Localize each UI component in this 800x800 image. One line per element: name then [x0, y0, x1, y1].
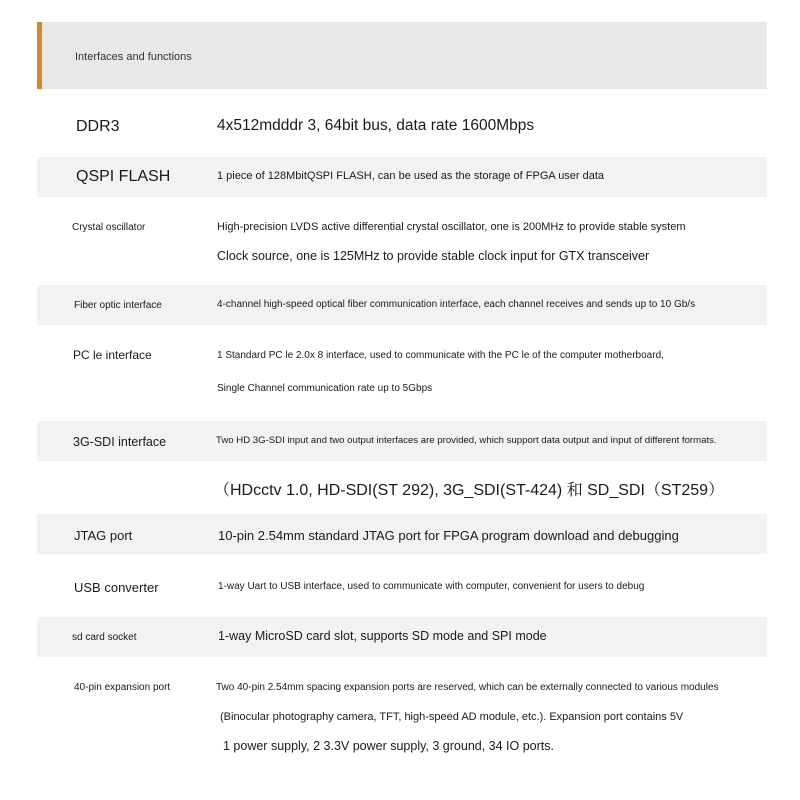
spec-desc-sdcard: 1-way MicroSD card slot, supports SD mode and SPI mode: [218, 629, 547, 643]
spec-label-sdi: 3G-SDI interface: [73, 435, 167, 449]
spec-desc-fiber: 4-channel high-speed optical fiber communication interface, each channel receives and sends up to 10 Gb/s: [217, 299, 696, 310]
spec-desc-sdi-line1: Two HD 3G-SDI input and two output interfaces are provided, which support data output and input of different formats.: [216, 435, 717, 446]
spec-label-qspi: QSPI FLASH: [76, 168, 171, 185]
spec-label-fiber: Fiber optic interface: [74, 300, 162, 311]
spec-desc-pcie-line1: 1 Standard PC le 2.0x 8 interface, used to communicate with the PC le of the computer motherboard,: [217, 350, 664, 361]
spec-desc-jtag: 10-pin 2.54mm standard JTAG port for FPGA program download and debugging: [218, 528, 679, 543]
spec-label-crystal: Crystal oscillator: [72, 222, 146, 233]
spec-desc-usb: 1-way Uart to USB interface, used to communicate with computer, convenient for users to debug: [218, 581, 645, 592]
spec-label-expansion: 40-pin expansion port: [74, 682, 171, 693]
spec-desc-pcie-line2: Single Channel communication rate up to 5Gbps: [217, 383, 433, 394]
header-accent-bar: [37, 22, 42, 89]
spec-label-jtag: JTAG port: [74, 528, 133, 543]
spec-desc-crystal-line2: Clock source, one is 125MHz to provide stable clock input for GTX transceiver: [217, 249, 650, 263]
spec-desc-sdi-line2: （HDcctv 1.0, HD-SDI(ST 292), 3G_SDI(ST-424) 和 SD_SDI（ST259）: [214, 482, 725, 499]
spec-label-sdcard: sd card socket: [72, 632, 137, 643]
section-header: [37, 22, 767, 89]
spec-desc-expansion-line2: (Binocular photography camera, TFT, high-speed AD module, etc.). Expansion port contains 5V: [220, 711, 684, 723]
spec-label-usb: USB converter: [74, 580, 159, 595]
spec-desc-ddr3: 4x512mdddr 3, 64bit bus, data rate 1600Mbps: [217, 117, 535, 134]
spec-desc-expansion-line1: Two 40-pin 2.54mm spacing expansion ports are reserved, which can be externally connected to various modules: [216, 682, 719, 693]
spec-label-ddr3: DDR3: [76, 118, 120, 135]
spec-desc-crystal-line1: High-precision LVDS active differential crystal oscillator, one is 200MHz to provide stable system: [217, 221, 686, 233]
spec-desc-qspi: 1 piece of 128MbitQSPI FLASH, can be used as the storage of FPGA user data: [217, 170, 605, 182]
section-title: Interfaces and functions: [75, 51, 192, 63]
spec-label-pcie: PC le interface: [73, 348, 152, 362]
spec-desc-expansion-line3: 1 power supply, 2 3.3V power supply, 3 ground, 34 IO ports.: [223, 739, 554, 753]
